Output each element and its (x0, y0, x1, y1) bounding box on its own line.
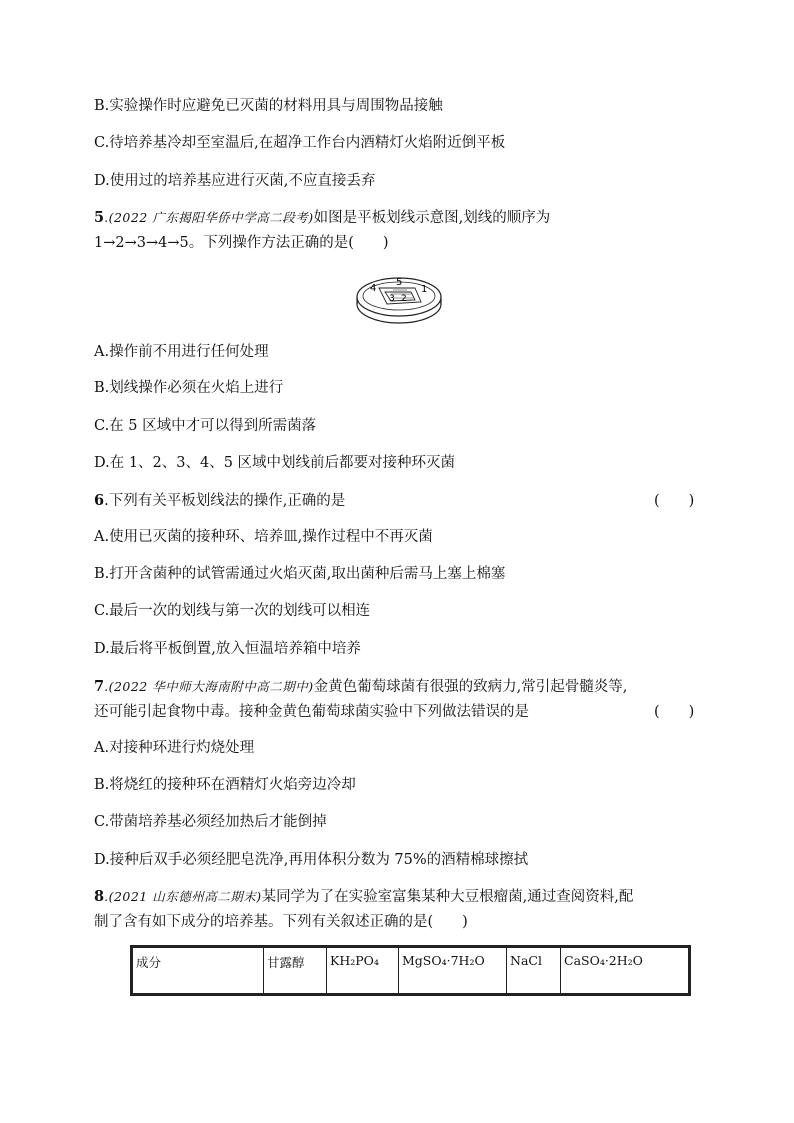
q8-number: 8 (94, 888, 105, 905)
q7-option-a: A.对接种环进行灼烧处理 (94, 740, 255, 756)
q8-text: 某同学为了在实验室富集某种大豆根瘤菌,通过查阅资料,配 (261, 889, 634, 905)
q4-option-d: D.使用过的培养基应进行灭菌,不应直接丢弃 (94, 173, 376, 189)
q4-option-b: B.实验操作时应避免已灭菌的材料用具与周围物品接触 (94, 98, 443, 114)
table-cell-header: 成分 (132, 947, 264, 995)
table-cell: CaSO₄·2H₂O (561, 947, 690, 995)
q7-answer-paren: ( ) (654, 704, 695, 720)
q5-option-d: D.在 1、2、3、4、5 区域中划线前后都要对接种环灭菌 (94, 455, 456, 471)
q5-source: .(2022 广东揭阳华侨中学高二段考) (104, 210, 314, 225)
q6-option-b: B.打开含菌种的试管需通过火焰灭菌,取出菌种后需马上塞上棉塞 (94, 566, 506, 582)
q8-stem-line2: 制了含有如下成分的培养基。下列有关叙述正确的是( ) (94, 914, 468, 930)
q5-number: 5 (94, 209, 105, 226)
q6-option-d: D.最后将平板倒置,放入恒温培养箱中培养 (94, 641, 361, 657)
medium-composition-table (130, 945, 691, 996)
q6-option-c: C.最后一次的划线与第一次的划线可以相连 (94, 603, 371, 619)
q7-source: .(2022 华中师大海南附中高二期中) (104, 679, 314, 694)
figure-label-2: 2 (401, 294, 407, 304)
q6-number: 6 (94, 492, 105, 509)
q6-stem (94, 491, 345, 511)
q4-option-c: C.待培养基冷却至室温后,在超净工作台内酒精灯火焰附近倒平板 (94, 135, 506, 151)
q7-text: 金黄色葡萄球菌有很强的致病力,常引起骨髓炎等, (313, 679, 628, 695)
table-cell: NaCl (507, 947, 561, 995)
q6-answer-paren: ( ) (654, 493, 695, 509)
q5-stem (94, 208, 550, 228)
table-cell: 甘露醇 (264, 947, 327, 995)
q5-text: 如图是平板划线示意图,划线的顺序为 (313, 210, 551, 226)
q5-option-a: A.操作前不用进行任何处理 (94, 344, 269, 360)
q6-text: .下列有关平板划线法的操作,正确的是 (104, 493, 346, 509)
figure-label-1: 1 (421, 284, 428, 295)
streak-plate-figure (355, 268, 443, 328)
figure-label-5: 5 (396, 277, 403, 288)
figure-label-3: 3 (389, 294, 395, 304)
q7-stem-line2: 还可能引起食物中毒。接种金黄色葡萄球菌实验中下列做法错误的是 (94, 704, 529, 720)
q8-stem (94, 887, 633, 907)
q5-option-b: B.划线操作必须在火焰上进行 (94, 380, 284, 396)
q7-option-d: D.接种后双手必须经肥皂洗净,再用体积分数为 75%的酒精棉球擦拭 (94, 852, 529, 868)
table-cell: MgSO₄·7H₂O (399, 947, 507, 995)
q5-option-c: C.在 5 区域中才可以得到所需菌落 (94, 418, 317, 434)
table-row (132, 947, 690, 995)
figure-label-4: 4 (370, 283, 377, 294)
q7-option-b: B.将烧红的接种环在酒精灯火焰旁边冷却 (94, 777, 356, 793)
q8-source: .(2021 山东德州高二期末) (104, 889, 262, 904)
q7-option-c: C.带菌培养基必须经加热后才能倒掉 (94, 814, 327, 830)
table-cell: KH₂PO₄ (327, 947, 399, 995)
q6-option-a: A.使用已灭菌的接种环、培养皿,操作过程中不再灭菌 (94, 529, 433, 545)
q7-number: 7 (94, 678, 105, 695)
q7-stem (94, 677, 627, 697)
q5-stem-line2: 1→2→3→4→5。下列操作方法正确的是( ) (94, 235, 389, 251)
